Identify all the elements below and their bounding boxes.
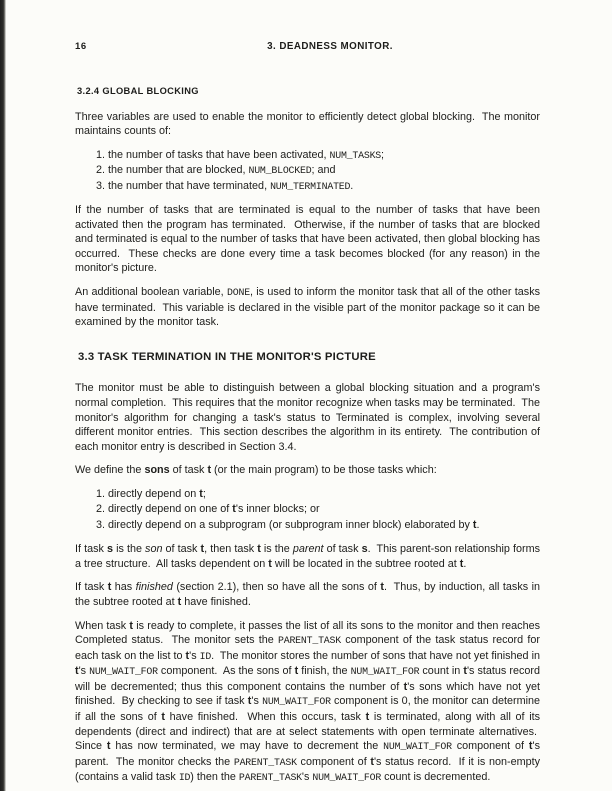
bold-run: s xyxy=(106,543,113,556)
text-run: . The monitor stores the number of sons that have not yet finished in xyxy=(211,649,540,662)
list-item xyxy=(96,518,540,533)
text-run: 's status record will be decremented; thus this component contains the number of xyxy=(75,665,540,693)
text-run: , is used to inform the monitor task that all of the other tasks have terminated. This variable is declared in the visible part of the monitor package so it can be examined by the monitor task. xyxy=(75,285,541,329)
list-item xyxy=(96,148,540,163)
text-run: component of the task status record for each task on the list to xyxy=(75,634,540,662)
bold-run: t xyxy=(199,487,203,500)
text-run: 's inner blocks; or xyxy=(235,503,320,516)
text-run: the number that have terminated, xyxy=(108,179,271,192)
page-header xyxy=(0,41,612,53)
section-heading-small xyxy=(77,84,540,99)
text-run: component is 0, the monitor can determine if all the sons of xyxy=(75,695,540,724)
text-run: is terminated, along with all of its dependents (direct and indirect) that are at select statements with open terminate alternatives. Since xyxy=(75,711,540,753)
bold-run: t xyxy=(207,464,212,477)
text-run: 3.3 TASK TERMINATION IN THE MONITOR'S PICTURE xyxy=(78,350,376,363)
text-run: 's status record. If it is non-empty (contains a valid task xyxy=(75,755,540,784)
bold-run: t xyxy=(185,649,190,662)
ordered-list xyxy=(75,148,540,194)
code-run: NUM_TERMINATED xyxy=(270,180,351,192)
bold-run: t xyxy=(472,518,477,531)
bold-run: sons xyxy=(144,464,170,477)
text-run: of task xyxy=(162,543,201,556)
text-run: component of xyxy=(451,740,529,753)
text-run: component. As the sons of xyxy=(157,665,295,678)
bold-run: t xyxy=(365,711,370,724)
text-run: . This parent-son relationship forms a tree structure. All tasks dependent on xyxy=(75,543,541,570)
italic-run: son xyxy=(145,543,163,556)
paragraph xyxy=(75,580,540,609)
text-run: finish, the xyxy=(298,665,351,678)
code-run: DONE xyxy=(227,286,250,298)
text-run: If task xyxy=(75,581,108,594)
text-run: ; xyxy=(202,487,206,500)
text-run: The monitor must be able to distinguish between a global blocking situation and a program's normal completion. This requires that the monitor recognize when tasks may be terminated. The monitor's algorithm for changing a task's status to Terminated is complex, involving several different monitor entries. This section describes the algorithm in its entirety. The contribution of each monitor entry is described in Section 3.4. xyxy=(75,382,540,453)
text-run: will be located in the subtree rooted at xyxy=(271,557,460,570)
paragraph xyxy=(75,542,540,571)
text-run: count in xyxy=(419,665,464,678)
bold-run: t xyxy=(107,581,112,594)
text-run: the number of tasks that have been activated, xyxy=(108,148,330,161)
text-run: (section 2.1), then so have all the sons of xyxy=(172,581,381,594)
bold-run: t xyxy=(403,680,408,693)
bold-run: s xyxy=(361,543,368,556)
bold-run: t xyxy=(294,665,299,678)
bold-run: t xyxy=(177,595,182,608)
text-run: Three variables are used to enable the monitor to efficiently detect global blocking. The monitor maintains counts of: xyxy=(75,110,540,138)
code-run: PARENT_TASK xyxy=(278,635,341,647)
code-run: NUM_WAIT_FOR xyxy=(312,772,382,784)
text-run: have finished. When this occurs, task xyxy=(165,711,366,724)
text-run: If task xyxy=(75,543,107,556)
text-run: 's xyxy=(78,665,90,678)
text-run: . xyxy=(350,179,354,192)
text-run: has xyxy=(111,581,136,594)
text-run: directly depend on one of xyxy=(108,503,233,516)
list-number: 2. xyxy=(96,164,109,177)
code-run: PARENT_TASK xyxy=(233,756,297,768)
bold-run: t xyxy=(161,711,165,724)
text-run: is ready to complete, it passes the list of all its sons to the monitor and then reaches Completed status. The monitor sets the xyxy=(75,619,540,647)
text-run: . xyxy=(463,557,467,570)
scan-edge-strip xyxy=(0,0,6,791)
paragraph xyxy=(75,381,540,454)
text-run: directly depend on a subprogram (or subprogram inner block) elaborated by xyxy=(108,518,473,531)
text-run: have finished. xyxy=(181,595,251,608)
list-number: 1. xyxy=(96,487,109,500)
code-run: ID xyxy=(178,772,191,784)
text-run: of task xyxy=(169,464,208,477)
code-run: NUM_BLOCKED xyxy=(248,165,312,177)
list-number: 1. xyxy=(96,148,109,161)
list-number: 3. xyxy=(96,179,109,192)
list-number: 2. xyxy=(96,503,109,516)
code-run: PARENT_TASK xyxy=(238,772,302,784)
bold-run: t xyxy=(200,543,205,556)
code-run: NUM_WAIT_FOR xyxy=(350,666,420,678)
running-head: 3. DEADNESS MONITOR. xyxy=(267,41,393,52)
text-run: count is decremented. xyxy=(381,771,491,784)
code-run: ID xyxy=(199,650,212,662)
text-run: 's sons which have not yet finished. By checking to see if task xyxy=(75,680,540,708)
code-run: NUM_WAIT_FOR xyxy=(262,696,331,708)
paragraph xyxy=(75,110,540,139)
paragraph xyxy=(75,619,540,787)
italic-run: parent xyxy=(292,543,324,556)
text-run: If the number of tasks that are terminated is equal to the number of tasks that have been activated then the program has terminated. Otherwise, if the number of tasks that are blocked and terminated is equal to the number of tasks that have been activated, then global blocking has occurred. These checks are done every time a task becomes blocked (for any reason) in the monitor's picture. xyxy=(75,204,540,275)
text-run: 's xyxy=(251,695,263,708)
document-body xyxy=(75,84,540,786)
text-run: 's xyxy=(189,649,200,662)
text-run: of task xyxy=(323,543,362,556)
section-heading xyxy=(78,350,540,365)
text-run: the number that are blocked, xyxy=(108,164,249,177)
text-run: . Thus, by induction, all tasks in the subtree rooted at xyxy=(75,581,540,608)
text-run: ) then the xyxy=(190,771,239,784)
code-run: NUM_WAIT_FOR xyxy=(89,666,158,678)
text-run: ; and xyxy=(311,164,336,177)
text-run: 's xyxy=(301,771,313,784)
code-run: NUM_TASKS xyxy=(329,149,382,161)
code-run: NUM_WAIT_FOR xyxy=(383,741,452,753)
list-item xyxy=(96,163,540,178)
bold-run: t xyxy=(75,665,79,678)
bold-run: t xyxy=(380,581,384,594)
bold-run: t xyxy=(528,740,533,753)
list-item xyxy=(96,487,540,502)
ordered-list xyxy=(75,487,540,533)
text-run: 's parent. The monitor checks the xyxy=(75,740,540,768)
text-run: is the xyxy=(112,543,146,556)
text-run: ; xyxy=(381,148,385,161)
paragraph xyxy=(75,285,540,330)
italic-run: finished xyxy=(135,581,173,594)
text-run: 3.2.4 GLOBAL BLOCKING xyxy=(77,86,199,96)
bold-run: t xyxy=(463,665,467,678)
text-run: directly depend on xyxy=(108,487,200,500)
bold-run: t xyxy=(106,740,111,753)
list-item xyxy=(96,179,540,194)
text-run: . xyxy=(476,518,480,531)
text-run: is the xyxy=(260,543,293,556)
text-run: has now terminated, we may have to decrement the xyxy=(110,740,384,753)
text-run: , then task xyxy=(204,543,258,556)
text-run: An additional boolean variable, xyxy=(75,285,228,298)
bold-run: t xyxy=(129,619,134,632)
text-run: component of xyxy=(296,755,371,768)
text-run: (or the main program) to be those tasks which: xyxy=(211,464,437,477)
bold-run: t xyxy=(268,557,272,570)
bold-run: t xyxy=(459,557,464,570)
text-run: When task xyxy=(75,619,130,632)
paragraph xyxy=(75,463,540,478)
bold-run: t xyxy=(370,755,374,768)
list-item xyxy=(96,502,540,517)
text-run: We define the xyxy=(75,464,145,477)
paragraph xyxy=(75,203,540,276)
bold-run: t xyxy=(232,503,236,516)
page-number: 16 xyxy=(75,41,87,52)
list-number: 3. xyxy=(96,518,109,531)
bold-run: t xyxy=(257,543,261,556)
bold-run: t xyxy=(247,695,252,708)
